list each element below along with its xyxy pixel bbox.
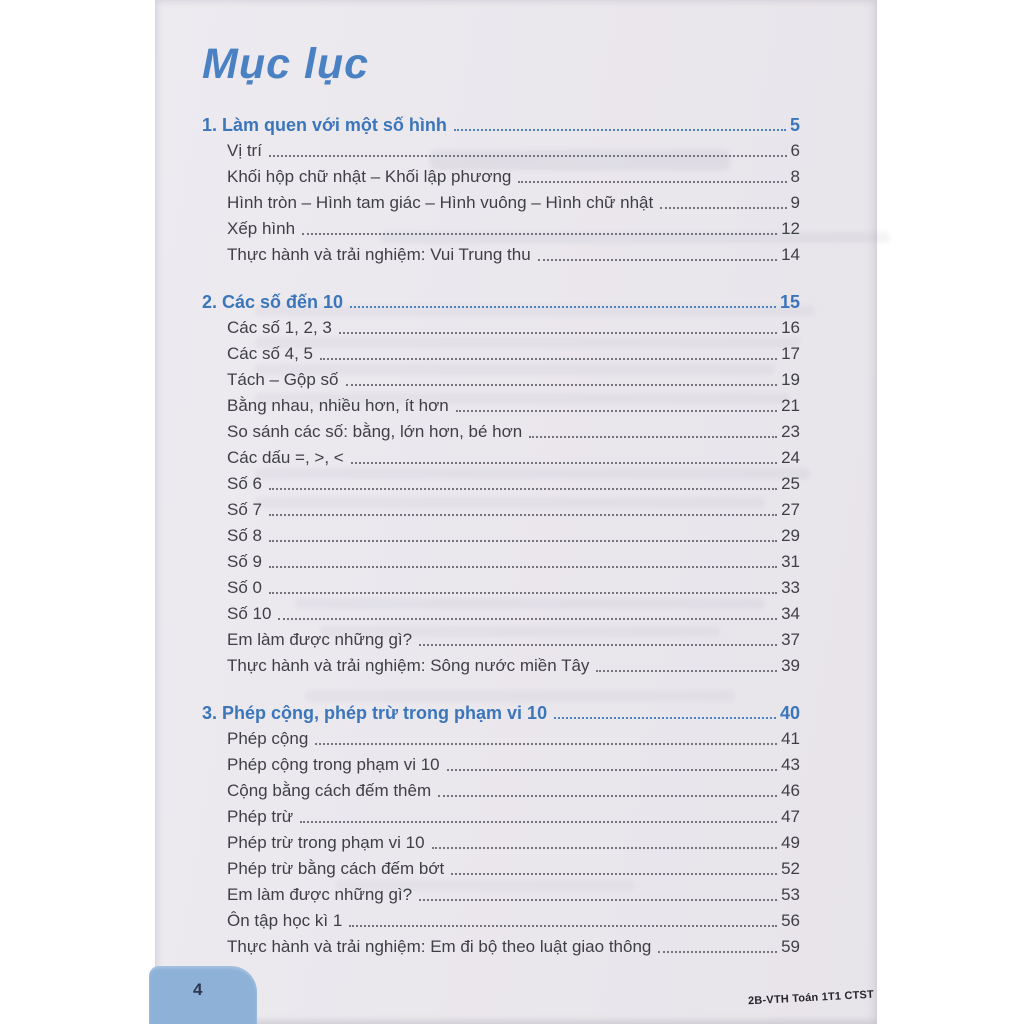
- dotted-leader: [538, 259, 777, 261]
- dotted-leader: [269, 488, 777, 490]
- dotted-leader: [456, 410, 777, 412]
- page-number: 4: [193, 980, 203, 999]
- toc-entry: [202, 216, 800, 242]
- dotted-leader: [349, 925, 777, 927]
- entry-page-number: 16: [781, 318, 800, 337]
- entry-page-number: 23: [781, 422, 800, 441]
- entry-page-number: 34: [781, 604, 800, 623]
- dotted-leader: [350, 306, 776, 308]
- entry-label: Số 9: [227, 552, 262, 571]
- page-number-tab: [149, 966, 257, 1024]
- entry-page-number: 33: [781, 578, 800, 597]
- toc-section: [202, 700, 800, 960]
- entry-label: Ôn tập học kì 1: [227, 911, 343, 930]
- toc-entry: [202, 523, 800, 549]
- dotted-leader: [432, 847, 778, 849]
- toc-entry: [202, 445, 800, 471]
- dotted-leader: [269, 566, 777, 568]
- dotted-leader: [419, 644, 777, 646]
- dotted-leader: [454, 129, 786, 131]
- toc-entry: [202, 471, 800, 497]
- entry-page-number: 43: [781, 755, 800, 774]
- entry-page-number: 24: [781, 448, 800, 467]
- entry-label: Các dấu =, >, <: [227, 448, 344, 467]
- section-title: 1. Làm quen với một số hình: [202, 115, 447, 135]
- entry-page-number: 12: [781, 219, 800, 238]
- toc-entry: [202, 138, 800, 164]
- entry-page-number: 25: [781, 474, 800, 493]
- entry-label: Số 0: [227, 578, 262, 597]
- entry-page-number: 40: [779, 703, 800, 723]
- dotted-leader: [269, 155, 787, 157]
- toc-entry: [202, 367, 800, 393]
- entry-label: Cộng bằng cách đếm thêm: [227, 781, 432, 800]
- entry-page-number: 56: [781, 911, 800, 930]
- toc-section: [202, 289, 800, 679]
- entry-label: So sánh các số: bằng, lớn hơn, bé hơn: [227, 422, 523, 441]
- entry-label: Phép cộng trong phạm vi 10: [227, 755, 440, 774]
- dotted-leader: [278, 618, 777, 620]
- entry-page-number: 49: [781, 833, 800, 852]
- toc-entry: [202, 575, 800, 601]
- entry-label: Số 6: [227, 474, 262, 493]
- entry-page-number: 14: [781, 245, 800, 264]
- dotted-leader: [302, 233, 777, 235]
- dotted-leader: [300, 821, 777, 823]
- toc-entry: [202, 778, 800, 804]
- toc-entry: [202, 497, 800, 523]
- toc-entry: [202, 549, 800, 575]
- entry-page-number: 15: [779, 292, 800, 312]
- toc-entry: [202, 830, 800, 856]
- entry-label: Thực hành và trải nghiệm: Em đi bộ theo luật giao thông: [227, 937, 652, 956]
- toc-entry: [202, 856, 800, 882]
- toc-page: [155, 0, 877, 1024]
- entry-label: Thực hành và trải nghiệm: Sông nước miền Tây: [227, 656, 590, 675]
- entry-page-number: 6: [790, 141, 800, 160]
- toc-section-header: [202, 700, 800, 726]
- dotted-leader: [269, 540, 777, 542]
- toc-entry: [202, 804, 800, 830]
- toc-entry: [202, 752, 800, 778]
- toc-entry: [202, 627, 800, 653]
- entry-page-number: 53: [781, 885, 800, 904]
- dotted-leader: [658, 951, 777, 953]
- entry-label: Hình tròn – Hình tam giác – Hình vuông – Hình chữ nhật: [227, 193, 654, 212]
- dotted-leader: [554, 717, 776, 719]
- page-title: Mục lục: [202, 40, 370, 88]
- entry-page-number: 41: [781, 729, 800, 748]
- entry-label: Em làm được những gì?: [227, 885, 413, 904]
- entry-label: Vị trí: [227, 141, 262, 160]
- entry-label: Xếp hình: [227, 219, 296, 238]
- entry-page-number: 39: [781, 656, 800, 675]
- section-title: 2. Các số đến 10: [202, 292, 344, 312]
- section-title: 3. Phép cộng, phép trừ trong phạm vi 10: [202, 703, 548, 723]
- entry-label: Em làm được những gì?: [227, 630, 413, 649]
- entry-label: Phép trừ bằng cách đếm bớt: [227, 859, 445, 878]
- entry-label: Phép trừ trong phạm vi 10: [227, 833, 425, 852]
- entry-label: Số 7: [227, 500, 262, 519]
- entry-label: Khối hộp chữ nhật – Khối lập phương: [227, 167, 512, 186]
- entry-page-number: 29: [781, 526, 800, 545]
- dotted-leader: [529, 436, 777, 438]
- entry-label: Các số 1, 2, 3: [227, 318, 332, 337]
- dotted-leader: [518, 181, 786, 183]
- entry-page-number: 37: [781, 630, 800, 649]
- dotted-leader: [346, 384, 778, 386]
- toc-entry: [202, 164, 800, 190]
- entry-label: Phép cộng: [227, 729, 309, 748]
- toc-entry: [202, 601, 800, 627]
- entry-page-number: 52: [781, 859, 800, 878]
- dotted-leader: [351, 462, 777, 464]
- entry-page-number: 59: [781, 937, 800, 956]
- toc-entry: [202, 882, 800, 908]
- entry-label: Phép trừ: [227, 807, 294, 826]
- dotted-leader: [451, 873, 777, 875]
- toc-entry: [202, 393, 800, 419]
- dotted-leader: [269, 514, 777, 516]
- entry-page-number: 19: [781, 370, 800, 389]
- toc-entry: [202, 908, 800, 934]
- toc-entry: [202, 190, 800, 216]
- toc-entry: [202, 934, 800, 960]
- entry-page-number: 17: [781, 344, 800, 363]
- entry-page-number: 46: [781, 781, 800, 800]
- toc-section: [202, 112, 800, 268]
- dotted-leader: [419, 899, 777, 901]
- dotted-leader: [339, 332, 777, 334]
- entry-page-number: 21: [781, 396, 800, 415]
- toc-entry: [202, 419, 800, 445]
- toc-entry: [202, 726, 800, 752]
- toc-section-header: [202, 112, 800, 138]
- entry-label: Số 8: [227, 526, 262, 545]
- entry-page-number: 8: [790, 167, 800, 186]
- book-code: 2B-VTH Toán 1T1 CTST: [747, 988, 875, 1008]
- dotted-leader: [315, 743, 777, 745]
- toc-entry: [202, 315, 800, 341]
- entry-label: Thực hành và trải nghiệm: Vui Trung thu: [227, 245, 531, 264]
- entry-label: Bằng nhau, nhiều hơn, ít hơn: [227, 396, 449, 415]
- toc-section-header: [202, 289, 800, 315]
- entry-label: Số 10: [227, 604, 272, 623]
- dotted-leader: [447, 769, 777, 771]
- dotted-leader: [320, 358, 777, 360]
- dotted-leader: [596, 670, 777, 672]
- toc-entry: [202, 242, 800, 268]
- entry-label: Các số 4, 5: [227, 344, 313, 363]
- entry-page-number: 5: [789, 115, 800, 135]
- dotted-leader: [269, 592, 777, 594]
- dotted-leader: [438, 795, 777, 797]
- toc-entry: [202, 653, 800, 679]
- toc-entry: [202, 341, 800, 367]
- entry-page-number: 47: [781, 807, 800, 826]
- entry-page-number: 9: [790, 193, 800, 212]
- entry-page-number: 31: [781, 552, 800, 571]
- entry-label: Tách – Gộp số: [227, 370, 339, 389]
- toc-list: [202, 112, 800, 960]
- entry-page-number: 27: [781, 500, 800, 519]
- dotted-leader: [660, 207, 786, 209]
